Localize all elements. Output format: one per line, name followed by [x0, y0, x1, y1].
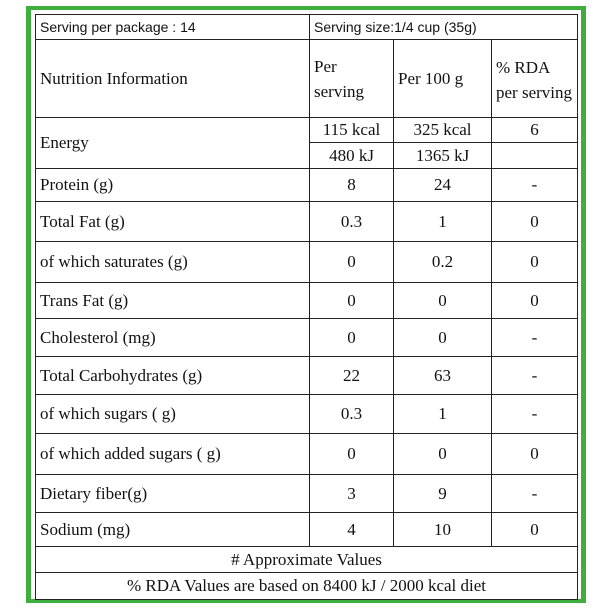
per-100g-value: 0.2 — [394, 242, 492, 283]
per-serving-value: 0 — [310, 283, 394, 319]
per-serving-value: 3 — [310, 475, 394, 513]
per-serving-value: 0 — [310, 434, 394, 475]
rda-value: - — [492, 319, 578, 357]
header-rda: % RDA per serving — [492, 40, 578, 118]
nutrient-name: of which added sugars ( g) — [36, 434, 310, 475]
table-row — [36, 475, 578, 513]
per-serving-value: 22 — [310, 357, 394, 395]
nutrient-name: of which saturates (g) — [36, 242, 310, 283]
table-title: Nutrition Information — [36, 40, 310, 118]
header-per-serving: Per serving — [310, 40, 394, 118]
label-background — [31, 10, 581, 599]
per-100g-value: 0 — [394, 283, 492, 319]
column-header-row — [36, 40, 578, 118]
table-row — [36, 513, 578, 547]
table-row — [36, 434, 578, 475]
nutrition-table — [35, 14, 578, 600]
footnote-rda: % RDA Values are based on 8400 kJ / 2000 kcal diet — [36, 573, 578, 600]
rda-value: 0 — [492, 513, 578, 547]
footnote-row — [36, 547, 578, 573]
table-row — [36, 242, 578, 283]
per-100g-value: 63 — [394, 357, 492, 395]
rda-value: - — [492, 357, 578, 395]
per-100g-value: 1 — [394, 202, 492, 242]
serving-info-row — [36, 15, 578, 40]
nutrient-name: Dietary fiber(g) — [36, 475, 310, 513]
table-row — [36, 319, 578, 357]
per-serving-value: 0.3 — [310, 395, 394, 434]
nutrient-name: Total Carbohydrates (g) — [36, 357, 310, 395]
rda-value: 0 — [492, 202, 578, 242]
rda-value: 0 — [492, 434, 578, 475]
energy-kj-rda — [492, 143, 578, 169]
energy-rda: 6 — [492, 118, 578, 143]
footnote-approx: # Approximate Values — [36, 547, 578, 573]
rda-value: - — [492, 395, 578, 434]
per-100g-value: 0 — [394, 319, 492, 357]
table-row — [36, 202, 578, 242]
rda-value: - — [492, 169, 578, 202]
per-100g-value: 0 — [394, 434, 492, 475]
table-row — [36, 169, 578, 202]
table-row — [36, 357, 578, 395]
per-serving-value: 4 — [310, 513, 394, 547]
table-row — [36, 395, 578, 434]
energy-kcal-100g: 325 kcal — [394, 118, 492, 143]
energy-kcal-serving: 115 kcal — [310, 118, 394, 143]
energy-row-kcal — [36, 118, 578, 143]
rda-value: - — [492, 475, 578, 513]
nutrient-name: Total Fat (g) — [36, 202, 310, 242]
energy-label: Energy — [36, 118, 310, 169]
per-100g-value: 10 — [394, 513, 492, 547]
serving-per-package: Serving per package : 14 — [36, 15, 310, 40]
per-100g-value: 1 — [394, 395, 492, 434]
per-serving-value: 0.3 — [310, 202, 394, 242]
nutrient-name: Sodium (mg) — [36, 513, 310, 547]
nutrient-name: Cholesterol (mg) — [36, 319, 310, 357]
rda-value: 0 — [492, 283, 578, 319]
energy-kj-serving: 480 kJ — [310, 143, 394, 169]
table-row — [36, 283, 578, 319]
nutrient-name: Protein (g) — [36, 169, 310, 202]
per-serving-value: 8 — [310, 169, 394, 202]
per-serving-value: 0 — [310, 242, 394, 283]
label-border — [26, 6, 586, 603]
rda-value: 0 — [492, 242, 578, 283]
per-100g-value: 24 — [394, 169, 492, 202]
per-100g-value: 9 — [394, 475, 492, 513]
per-serving-value: 0 — [310, 319, 394, 357]
nutrient-name: of which sugars ( g) — [36, 395, 310, 434]
footnote-row — [36, 573, 578, 600]
nutrient-name: Trans Fat (g) — [36, 283, 310, 319]
header-per-100g: Per 100 g — [394, 40, 492, 118]
energy-kj-100g: 1365 kJ — [394, 143, 492, 169]
serving-size: Serving size:1/4 cup (35g) — [310, 15, 578, 40]
